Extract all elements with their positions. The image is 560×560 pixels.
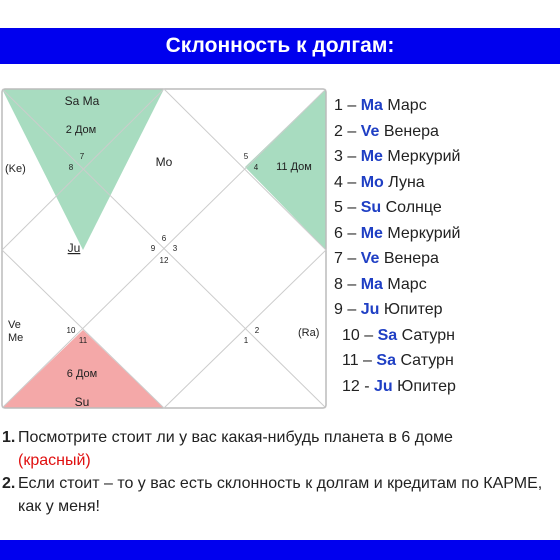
legend-abbr: Me [360,148,383,165]
note-1 [2,426,554,472]
legend-item [334,297,554,323]
legend-item [334,323,554,349]
house-11-label: 11 Дом [276,161,312,173]
note-1-number: 1. [2,429,16,446]
house-number-12: 12 [159,256,169,265]
house-number-10: 10 [66,326,76,335]
legend-abbr: Su [360,199,382,216]
legend-planet-name: Венера [383,122,439,140]
legend-planet-name: Марс [387,275,427,293]
legend-number: 6 – [334,224,357,242]
legend-abbr: Sa [377,326,398,344]
legend-number: 12 - [342,377,370,395]
legend-abbr: Me [360,224,383,242]
legend-planet-name: Меркурий [387,148,461,165]
legend-planet-name: Сатурн [400,352,454,369]
house-number-3: 3 [172,244,178,253]
legend-number: 2 – [334,122,357,140]
legend-number: 9 – [334,301,357,318]
natal-chart [0,87,330,410]
note-1-text: Посмотрите стоит ли у вас какая-нибудь планета в 6 доме [18,429,453,446]
legend-number: 3 – [334,148,357,165]
note-1-body [18,426,453,472]
legend-abbr: Ve [360,250,380,267]
legend-number: 4 – [334,173,357,191]
chart-svg [0,87,330,410]
legend-item [334,348,554,374]
legend-item [334,170,554,196]
house-number-1: 1 [243,336,249,345]
legend-abbr: Mo [360,173,384,191]
house-6-label: 6 Дом [66,368,98,380]
house-number-4: 4 [253,163,259,172]
page-title: Склонность к долгам: [165,34,395,57]
house-number-5: 5 [243,152,249,161]
legend-item [334,374,554,400]
legend-planet-name: Венера [383,250,439,267]
legend-planet-name: Юпитер [383,301,443,318]
legend-abbr: Ma [360,97,383,114]
legend-item [334,221,554,247]
notes [2,426,554,518]
planets-sa-ma: Sa Ma [64,94,100,108]
legend-abbr: Ve [360,122,380,140]
planet-mo: Mo [155,155,173,169]
planet-ju: Ju [67,241,81,255]
planet-ke: (Ke) [5,163,26,175]
planet-legend [334,93,554,399]
note-2-text: Если стоит – то у вас есть склонность к долгам и кредитам по КАРМЕ, как у меня! [18,475,543,515]
house-number-9: 9 [150,244,156,253]
legend-item [334,272,554,298]
house-number-2: 2 [254,326,260,335]
note-2 [2,472,554,518]
legend-item [334,195,554,221]
house-2-label: 2 Дом [65,124,97,136]
legend-planet-name: Юпитер [397,377,456,395]
legend-number: 11 – [342,352,372,369]
legend-planet-name: Луна [388,173,425,191]
legend-abbr: Sa [376,352,396,369]
legend-number: 7 – [334,250,357,267]
legend-item [334,119,554,145]
planet-me: Me [8,332,24,344]
legend-planet-name: Меркурий [387,224,461,242]
note-2-number: 2. [2,475,16,492]
legend-planet-name: Сатурн [401,326,455,344]
planet-su: Su [74,395,90,409]
legend-abbr: Ma [360,275,383,293]
house-number-6: 6 [161,234,167,243]
planet-ra: (Ra) [298,327,320,339]
legend-number: 1 – [334,97,357,114]
legend-item [334,246,554,272]
bottom-banner [0,540,560,560]
legend-planet-name: Солнце [385,199,442,216]
legend-number: 5 – [334,199,357,216]
house-number-11: 11 [78,336,88,345]
planet-ve: Ve [8,319,21,331]
title-banner [0,28,560,64]
legend-item [334,144,554,170]
house-number-8: 8 [68,163,74,172]
legend-item [334,93,554,119]
note-1-red-text: (красный) [18,452,91,469]
legend-planet-name: Марс [387,97,427,114]
legend-number: 8 – [334,275,357,293]
legend-number: 10 – [342,326,374,344]
legend-abbr: Ju [360,301,380,318]
legend-abbr: Ju [374,377,393,395]
house-number-7: 7 [79,152,85,161]
